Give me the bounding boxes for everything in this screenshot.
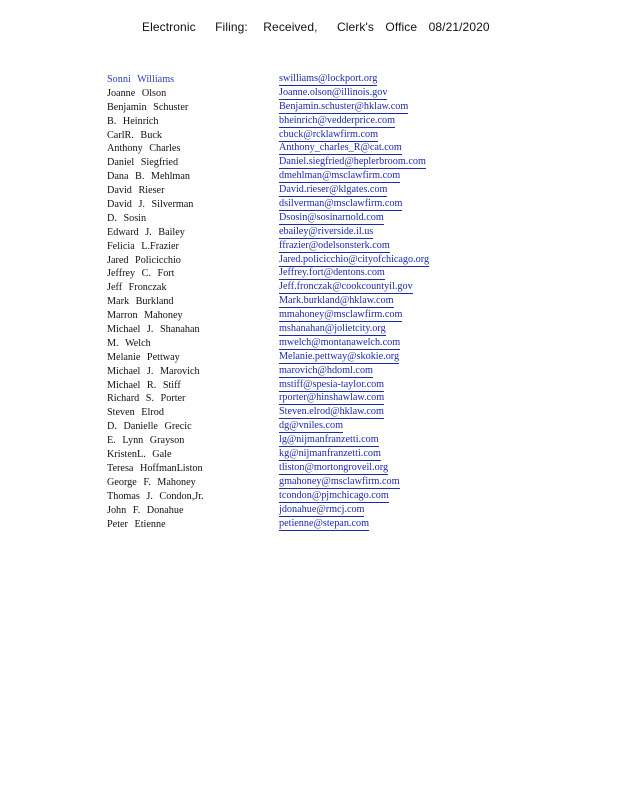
contact-email-link[interactable]: petienne@stepan.com	[279, 517, 370, 529]
contact-name: E. Lynn Grayson	[107, 435, 185, 447]
header-date: 08/21/2020	[428, 20, 490, 34]
contact-row	[107, 392, 507, 406]
contact-row	[107, 351, 507, 365]
contact-name: Daniel Siegfried	[107, 157, 179, 169]
contact-row	[107, 184, 507, 198]
contact-name: Thomas J. Condon,Jr.	[107, 490, 204, 502]
contact-name: B. Heinrich	[107, 115, 159, 127]
contact-name: CarlR. Buck	[107, 129, 162, 141]
contact-row	[107, 365, 507, 379]
contact-row	[107, 309, 507, 323]
contact-name: Anthony Charles	[107, 143, 181, 155]
contact-email-link[interactable]: ebailey@riverside.il.us	[279, 225, 374, 237]
contact-row	[107, 254, 507, 268]
contact-row	[107, 420, 507, 434]
contact-name: Edward J. Bailey	[107, 226, 185, 238]
contact-name: Sonni Williams	[107, 74, 175, 85]
contact-row	[107, 448, 507, 462]
header-clerks: Clerk's	[336, 20, 374, 34]
contact-row	[107, 379, 507, 393]
contact-row	[107, 434, 507, 448]
contact-name: Steven Elrod	[107, 407, 164, 419]
contact-name: David J. Silverman	[107, 199, 194, 211]
contact-row	[107, 504, 507, 518]
contact-row	[107, 295, 507, 309]
contact-email-link[interactable]: kg@nijmanfranzetti.com	[279, 448, 381, 460]
service-list	[107, 73, 507, 531]
contact-name: KristenL. Gale	[107, 449, 172, 461]
contact-name: Peter Etienne	[107, 518, 166, 530]
contact-email-link[interactable]: tliston@mortongroveil.org	[279, 461, 389, 473]
contact-row	[107, 156, 507, 170]
contact-row	[107, 170, 507, 184]
contact-name: Felicia L.Frazier	[107, 240, 179, 252]
contact-name: M. Welch	[107, 337, 151, 349]
contact-row	[107, 129, 507, 143]
contact-row	[107, 226, 507, 240]
contact-email-link[interactable]: bheinrich@vedderprice.com	[279, 114, 396, 126]
contact-email-link[interactable]: mshanahan@jolietcity.org	[279, 323, 386, 335]
contact-email-link[interactable]: ffrazier@odelsonsterk.com	[279, 239, 390, 251]
header-electronic: Electronic	[142, 20, 196, 34]
contact-row	[107, 406, 507, 420]
contact-name: Jeffrey C. Fort	[107, 268, 175, 280]
contact-row	[107, 87, 507, 101]
contact-email-link[interactable]: Jeffrey.fort@dentons.com	[279, 267, 385, 279]
contact-row	[107, 462, 507, 476]
contact-row	[107, 73, 507, 87]
contact-email-link[interactable]: mwelch@montanawelch.com	[279, 336, 401, 348]
contact-name: John F. Donahue	[107, 504, 184, 516]
contact-row	[107, 101, 507, 115]
contact-row	[107, 518, 507, 532]
contact-name: Teresa HoffmanListon	[107, 462, 203, 474]
contact-name: Richard S. Porter	[107, 393, 186, 405]
contact-email-link[interactable]: Jared.policicchio@cityofchicago.org	[279, 253, 430, 265]
contact-email-link[interactable]: Melanie.pettway@skokie.org	[279, 350, 400, 362]
contact-name: Dana B. Mehlman	[107, 171, 190, 183]
contact-row	[107, 142, 507, 156]
contact-email-link[interactable]: Joanne.olson@illinois.gov	[279, 86, 388, 98]
contact-email-link[interactable]: tcondon@pjmchicago.com	[279, 489, 389, 501]
contact-email-link[interactable]: David.rieser@klgates.com	[279, 184, 388, 196]
contact-name: Joanne Olson	[107, 87, 167, 99]
contact-email-link[interactable]: swilliams@lockport.org	[279, 73, 378, 84]
contact-row	[107, 281, 507, 295]
contact-email-link[interactable]: Dsosin@sosinarnold.com	[279, 211, 384, 223]
contact-name: Jared Policicchio	[107, 254, 181, 266]
contact-email-link[interactable]: Steven.elrod@hklaw.com	[279, 406, 384, 418]
contact-name: D. Danielle Grecic	[107, 421, 192, 433]
contact-row	[107, 267, 507, 281]
header-filing: Filing:	[215, 20, 248, 34]
filing-stamp-header	[142, 20, 490, 34]
contact-name: Michael J. Marovich	[107, 365, 200, 377]
contact-name: David Rieser	[107, 185, 165, 197]
contact-email-link[interactable]: marovich@hdoml.com	[279, 364, 373, 376]
contact-name: Melanie Pettway	[107, 351, 180, 363]
contact-email-link[interactable]: Daniel.siegfried@heplerbroom.com	[279, 156, 426, 168]
contact-row	[107, 476, 507, 490]
contact-email-link[interactable]: jdonahue@rmcj.com	[279, 503, 365, 515]
contact-email-link[interactable]: gmahoney@msclawfirm.com	[279, 475, 400, 487]
contact-email-link[interactable]: rporter@hinshawlaw.com	[279, 392, 385, 404]
contact-name: Marron Mahoney	[107, 310, 183, 322]
contact-name: D. Sosin	[107, 212, 147, 224]
contact-email-link[interactable]: Jeff.fronczak@cookcountyil.gov	[279, 281, 413, 293]
contact-name: George F. Mahoney	[107, 476, 196, 488]
contact-email-link[interactable]: Benjamin.schuster@hklaw.com	[279, 100, 409, 112]
contact-email-link[interactable]: Anthony_charles_R@cat.com	[279, 142, 402, 154]
contact-email-link[interactable]: dmehlman@msclawfirm.com	[279, 170, 401, 182]
contact-name: Jeff Fronczak	[107, 282, 167, 294]
contact-row	[107, 212, 507, 226]
contact-row	[107, 115, 507, 129]
header-office: Office	[385, 20, 418, 34]
contact-row	[107, 337, 507, 351]
contact-name: Michael R. Stiff	[107, 379, 181, 391]
header-received: Received,	[263, 20, 318, 34]
contact-email-link[interactable]: Mark.burkland@hklaw.com	[279, 295, 394, 307]
contact-email-link[interactable]: mstiff@spesia-taylor.com	[279, 378, 385, 390]
contact-row	[107, 198, 507, 212]
contact-email-link[interactable]: dsilverman@msclawfirm.com	[279, 198, 403, 210]
contact-name: Mark Burkland	[107, 296, 174, 308]
contact-email-link[interactable]: dg@vniles.com	[279, 420, 343, 432]
contact-email-link[interactable]: lg@nijmanfranzetti.com	[279, 434, 379, 446]
contact-row	[107, 323, 507, 337]
contact-email-link[interactable]: cbuck@rcklawfirm.com	[279, 128, 379, 140]
contact-name: Michael J. Shanahan	[107, 324, 200, 336]
contact-email-link[interactable]: mmahoney@msclawfirm.com	[279, 309, 403, 321]
contact-row	[107, 240, 507, 254]
contact-row	[107, 490, 507, 504]
contact-name: Benjamin Schuster	[107, 101, 189, 113]
